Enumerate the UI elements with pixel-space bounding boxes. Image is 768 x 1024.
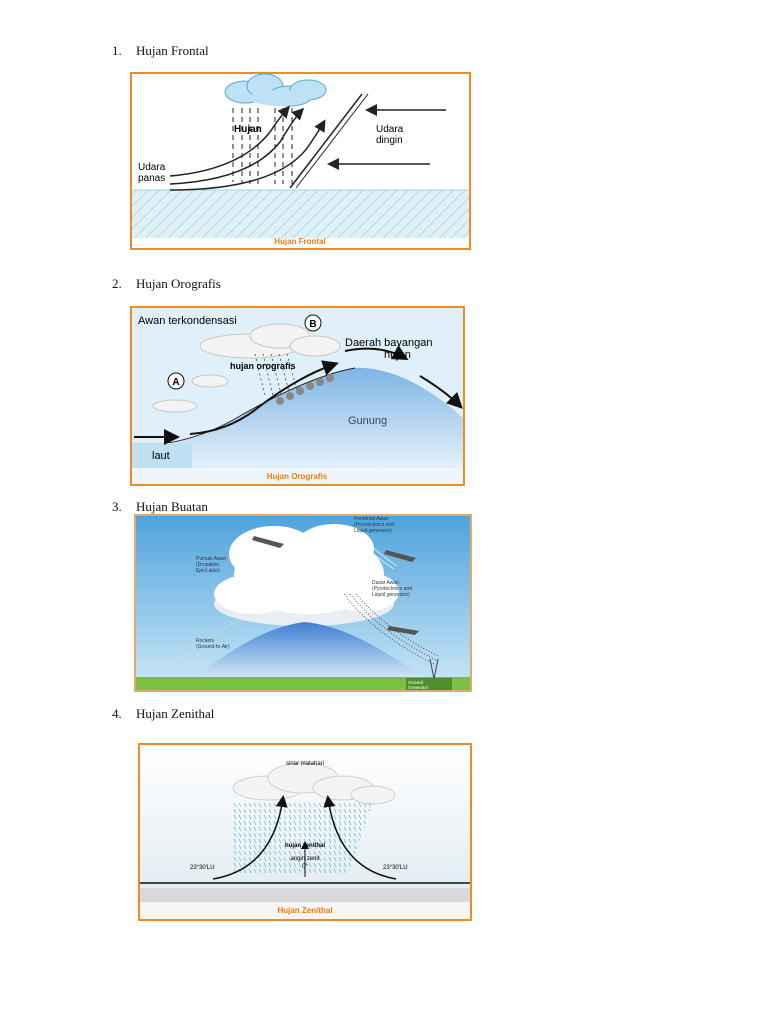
heading-title: Hujan Orografis [136,276,221,291]
puncak-label: Puncak Awan [196,556,227,562]
heading-number: 2. [112,276,122,291]
dasar-label-2: (Pyrotechnics and [372,586,413,592]
puncak-label-3: Eject able) [196,568,220,574]
heading-title: Hujan Zenithal [136,706,215,721]
heading-hujan-orografis [112,276,221,292]
heading-hujan-buatan [112,499,208,515]
rain-label: hujan zenithal [284,843,326,849]
penetrasi-label: Penetrasi Awan [354,516,389,522]
penetrasi-label-3: Liquid generator) [354,528,392,534]
heading-number: 1. [112,43,122,58]
rockets-label: Rockets [196,638,215,644]
cold-air-label-2: dingin [376,135,403,146]
rain-label: Hujan [234,124,262,135]
sea-label: laut [152,450,170,462]
wind-label-2: 0° [302,864,308,870]
penetrasi-label-2: (Pyrotechnics and [354,522,395,528]
heading-number: 4. [112,706,122,721]
figure-hujan-frontal [130,72,471,250]
left-latitude-label: 23°30'LU [190,865,215,871]
dasar-label-3: Liquid generator) [372,592,410,598]
rockets-label-2: (Ground-to-Air) [196,644,230,650]
puncak-label-2: (Dropable/ [196,562,220,568]
shadow-label-2: hujan [384,349,411,361]
marker-a: A [172,377,180,388]
dasar-label: Dasar Awan [372,580,399,586]
warm-air-label: Udara [138,162,166,173]
figure-hujan-zenithal [138,743,472,921]
condensed-label: Awan terkondensasi [138,315,237,327]
caption: Hujan Orografis [266,472,328,481]
heading-title: Hujan Buatan [136,499,208,514]
caption: Hujan Zenithal [277,906,333,915]
heading-hujan-zenithal [112,706,214,722]
heading-number: 3. [112,499,122,514]
right-latitude-label: 23°30'LU [383,865,408,871]
ground-label: Ground [408,680,424,685]
caption: Hujan Frontal [274,237,326,246]
cold-air-label: Udara [376,124,404,135]
heading-title: Hujan Frontal [136,43,209,58]
shadow-label: Daerah bayangan [345,337,433,349]
warm-air-label-2: panas [138,173,166,184]
figure-hujan-orografis [130,306,465,486]
sun-label: sinar matahari [285,761,325,767]
sea-area [132,190,469,238]
ground-strip [140,888,470,902]
ground-label-2: Generator [408,685,429,690]
figure-hujan-buatan [134,514,472,692]
marker-b: B [309,319,317,330]
wind-label: angin zenit [290,856,320,862]
mountain-label: Gunung [348,415,388,427]
rain-label: hujan orografis [230,361,296,371]
heading-hujan-frontal [112,43,209,59]
